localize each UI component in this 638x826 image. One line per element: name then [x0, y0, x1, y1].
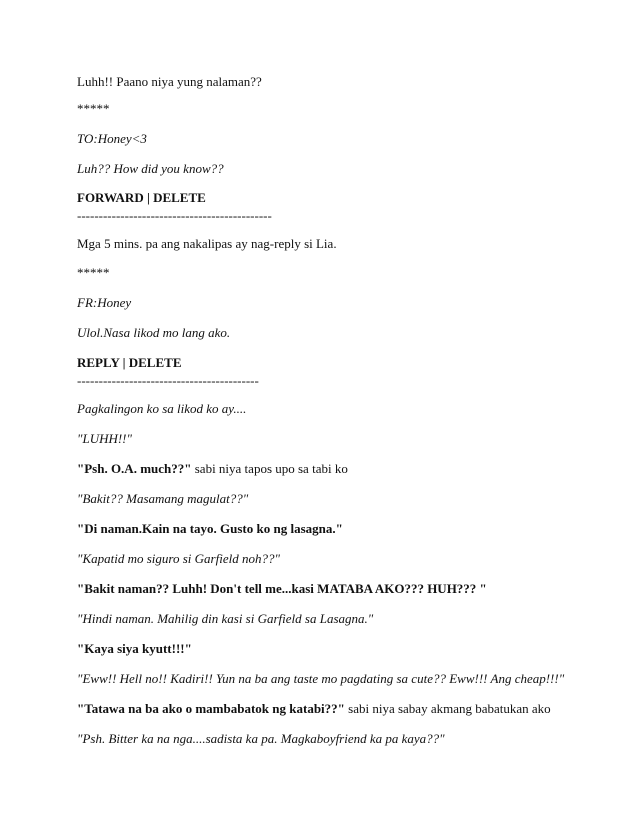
- text-line: [77, 265, 110, 281]
- text-line: [77, 581, 487, 597]
- text-segment: ------------------------------------------: [77, 373, 259, 388]
- text-line: [77, 190, 206, 206]
- text-segment: "Kaya siya kyutt!!!": [77, 641, 192, 656]
- text-segment: Luhh!! Paano niya yung nalaman??: [77, 74, 262, 89]
- text-line: [77, 325, 230, 341]
- text-line: [77, 401, 246, 417]
- text-line: [77, 161, 224, 177]
- text-line: [77, 295, 131, 311]
- text-segment: sabi niya sabay akmang babatukan ako: [344, 701, 551, 716]
- text-line: [77, 461, 348, 477]
- text-line: [77, 551, 280, 567]
- text-segment: "Psh. Bitter ka na nga....sadista ka pa. Magkaboyfriend ka pa kaya??": [77, 731, 445, 746]
- text-segment: FORWARD | DELETE: [77, 190, 206, 205]
- text-segment: Ulol.Nasa likod mo lang ako.: [77, 325, 231, 340]
- text-line: [77, 671, 564, 687]
- text-line: [77, 131, 147, 147]
- text-segment: REPLY | DELETE: [77, 355, 182, 370]
- text-segment: "Bakit naman?? Luhh! Don't tell me...kasi MATABA AKO??? HUH??? ": [77, 581, 487, 596]
- text-segment: ---------------------------------------------: [77, 208, 272, 223]
- text-segment: "Di naman.Kain na tayo. Gusto ko ng lasagna.": [77, 521, 343, 536]
- text-segment: Mga 5 mins. pa ang nakalipas ay nag-reply si Lia.: [77, 236, 337, 251]
- text-segment: "Eww!! Hell no!! Kadiri!! Yun na ba ang taste mo pagdating sa cute?? Eww!!! Ang cheap!!!": [77, 671, 565, 686]
- text-segment: "Hindi naman. Mahilig din kasi si Garfield sa Lasagna.": [77, 611, 374, 626]
- text-line: [77, 355, 182, 371]
- text-line: [77, 701, 551, 717]
- text-line: [77, 208, 272, 224]
- text-segment: sabi niya tapos upo sa tabi ko: [191, 461, 348, 476]
- text-line: [77, 641, 192, 657]
- text-segment: "Bakit?? Masamang magulat??": [77, 491, 249, 506]
- text-segment: "Kapatid mo siguro si Garfield noh??": [77, 551, 280, 566]
- text-line: [77, 521, 343, 537]
- text-line: [77, 236, 337, 252]
- text-line: [77, 491, 248, 507]
- text-segment: Pagkalingon ko sa likod ko ay....: [77, 401, 247, 416]
- text-line: [77, 731, 445, 747]
- text-line: [77, 101, 110, 117]
- text-line: [77, 373, 259, 389]
- text-segment: "Psh. O.A. much??": [77, 461, 192, 476]
- text-segment: Luh?? How did you know??: [77, 161, 224, 176]
- text-segment: "Tatawa na ba ako o mambabatok ng katabi??": [77, 701, 345, 716]
- text-segment: TO:Honey<3: [77, 131, 147, 146]
- text-line: [77, 74, 262, 90]
- text-segment: *****: [77, 101, 110, 116]
- text-segment: "LUHH!!": [77, 431, 132, 446]
- text-line: [77, 611, 373, 627]
- text-segment: *****: [77, 265, 110, 280]
- text-line: [77, 431, 132, 447]
- text-segment: FR:Honey: [77, 295, 132, 310]
